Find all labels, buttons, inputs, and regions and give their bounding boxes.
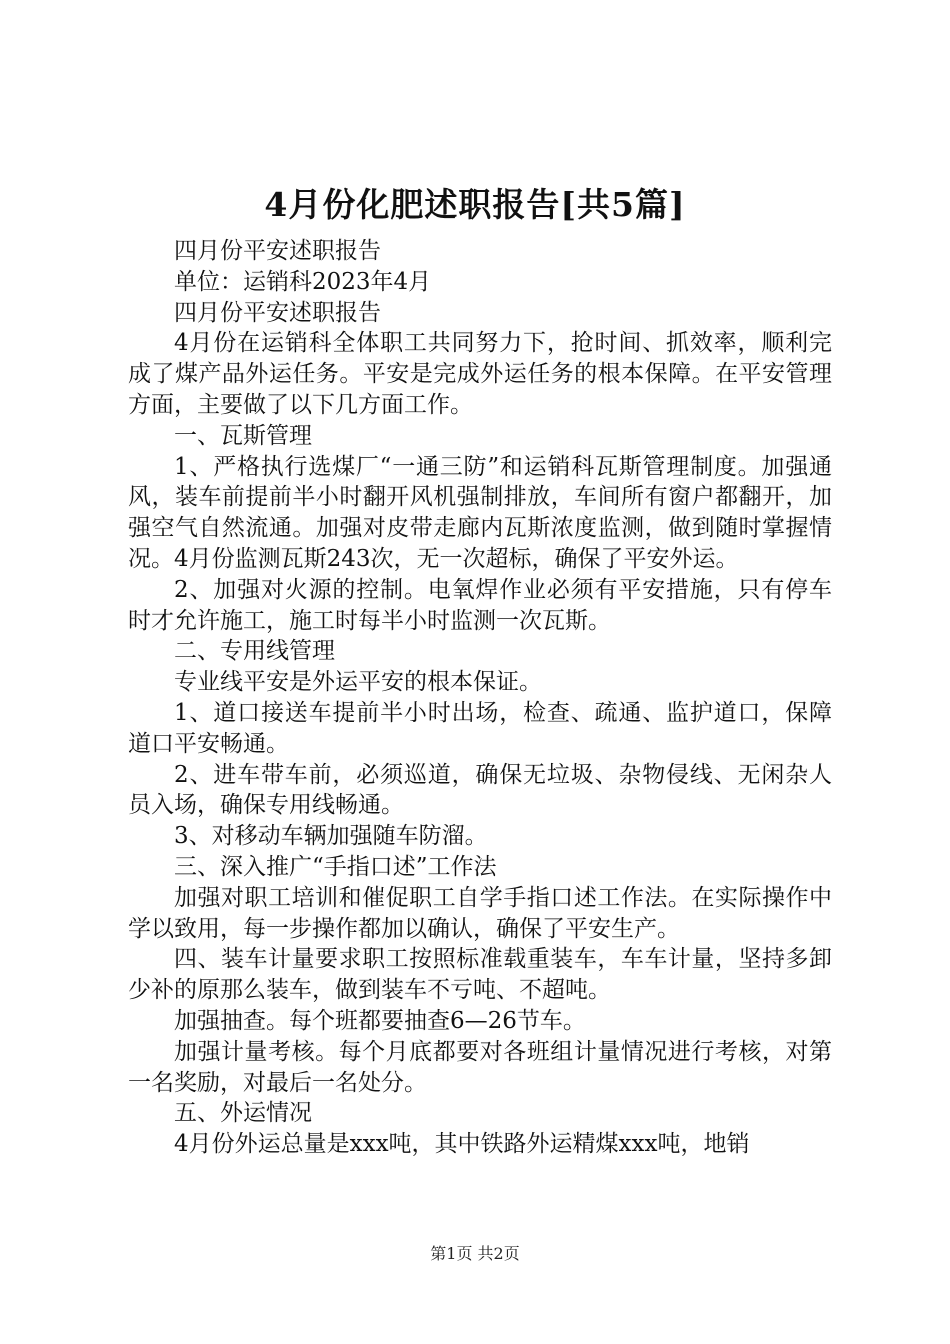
paragraph: 加强计量考核。每个月底都要对各班组计量情况进行考核，对第一名奖励，对最后一名处分。 bbox=[128, 1038, 832, 1096]
section-heading: 一、瓦斯管理 bbox=[174, 422, 312, 449]
document-title: 4月份化肥述职报告[共5篇] bbox=[264, 185, 686, 224]
paragraph: 1、道口接送车提前半小时出场，检查、疏通、监护道口，保障道口平安畅通。 bbox=[128, 699, 832, 757]
paragraph: 3、对移动车辆加强随车防溜。 bbox=[174, 823, 488, 850]
paragraph: 单位：运销科2023年4月 bbox=[174, 268, 432, 295]
paragraph: 专业线平安是外运平安的根本保证。 bbox=[174, 669, 542, 696]
section-heading: 二、专用线管理 bbox=[174, 638, 335, 665]
paragraph: 2、进车带车前，必须巡道，确保无垃圾、杂物侵线、无闲杂人员入场，确保专用线畅通。 bbox=[128, 761, 832, 819]
document-body bbox=[128, 236, 832, 1160]
page-footer: 第1页 共2页 bbox=[430, 1244, 520, 1263]
paragraph: 四月份平安述职报告 bbox=[174, 238, 381, 264]
section-heading: 五、外运情况 bbox=[174, 1100, 312, 1127]
paragraph: 加强抽查。每个班都要抽查6—26节车。 bbox=[174, 1007, 586, 1034]
section-heading: 三、深入推广“手指口述”工作法 bbox=[174, 853, 497, 880]
paragraph: 四月份平安述职报告 bbox=[174, 299, 381, 326]
paragraph: 加强对职工培训和催促职工自学手指口述工作法。在实际操作中学以致用，每一步操作都加以确认，确保了平安生产。 bbox=[128, 884, 832, 942]
paragraph: 4月份外运总量是xxx吨，其中铁路外运精煤xxx吨，地销 bbox=[174, 1131, 750, 1158]
paragraph: 4月份在运销科全体职工共同努力下，抢时间、抓效率，顺利完成了煤产品外运任务。平安是完成外运任务的根本保障。在平安管理方面，主要做了以下几方面工作。 bbox=[128, 330, 832, 418]
paragraph: 四、装车计量要求职工按照标准载重装车，车车计量，坚持多卸少补的原那么装车，做到装车不亏吨、不超吨。 bbox=[128, 946, 832, 1004]
paragraph: 2、加强对火源的控制。电氧焊作业必须有平安措施，只有停车时才允许施工，施工时每半小时监测一次瓦斯。 bbox=[128, 576, 832, 634]
paragraph: 1、严格执行选煤厂“一通三防”和运销科瓦斯管理制度。加强通风，装车前提前半小时翻开风机强制排放，车间所有窗户都翻开，加强空气自然流通。加强对皮带走廊内瓦斯浓度监测，做到随时掌握情况。4月份监测瓦斯243次，无一次超标，确保了平安外运。 bbox=[128, 453, 832, 572]
